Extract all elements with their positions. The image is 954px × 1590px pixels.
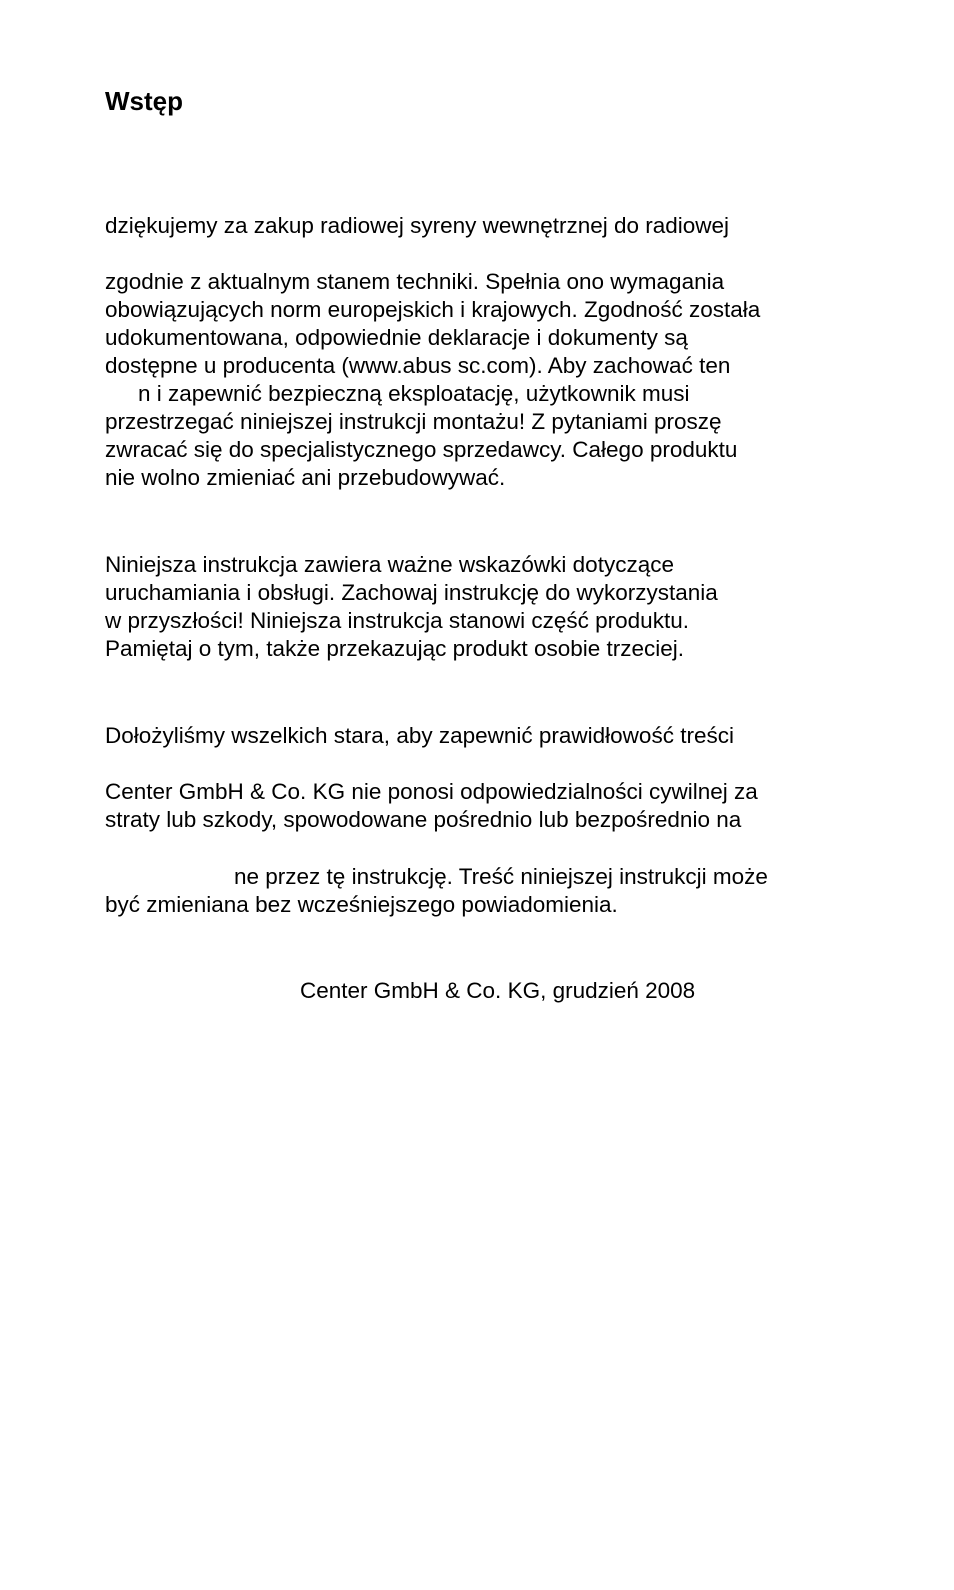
paragraph-line: dziękujemy za zakup radiowej syreny wewnętrznej do radiowej <box>105 213 730 238</box>
paragraph-line: dostępne u producenta (www.abus sc.com). Aby zachować ten <box>105 353 731 378</box>
paragraph-line: ne przez tę instrukcję. Treść niniejszej instrukcji może <box>234 864 768 889</box>
paragraph-line: nie wolno zmieniać ani przebudowywać. <box>105 465 506 490</box>
paragraph-line: obowiązujących norm europejskich i krajowych. Zgodność została <box>105 297 761 322</box>
signature-line: Center GmbH & Co. KG, grudzień 2008 <box>300 978 696 1003</box>
paragraph-line: Niniejsza instrukcja zawiera ważne wskazówki dotyczące <box>105 552 674 577</box>
paragraph-line: Center GmbH & Co. KG nie ponosi odpowiedzialności cywilnej za <box>105 779 758 804</box>
paragraph-line: uruchamiania i obsługi. Zachowaj instrukcję do wykorzystania <box>105 580 718 605</box>
paragraph-line: Pamiętaj o tym, także przekazując produkt osobie trzeciej. <box>105 636 685 661</box>
paragraph-line: być zmieniana bez wcześniejszego powiadomienia. <box>105 892 618 917</box>
paragraph-line: zgodnie z aktualnym stanem techniki. Spełnia ono wymagania <box>105 269 725 294</box>
paragraph-line: straty lub szkody, spowodowane pośrednio lub bezpośrednio na <box>105 807 742 832</box>
page-title: Wstęp <box>105 86 183 116</box>
paragraph-line: w przyszłości! Niniejsza instrukcja stanowi część produktu. <box>105 608 689 633</box>
paragraph-line: n i zapewnić bezpieczną eksploatację, użytkownik musi <box>138 381 690 406</box>
paragraph-line: przestrzegać niniejszej instrukcji montażu! Z pytaniami proszę <box>105 409 722 434</box>
paragraph-line: udokumentowana, odpowiednie deklaracje i dokumenty są <box>105 325 688 350</box>
paragraph-line: Dołożyliśmy wszelkich stara, aby zapewnić prawidłowość treści <box>105 723 734 748</box>
paragraph-line: zwracać się do specjalistycznego sprzedawcy. Całego produktu <box>105 437 738 462</box>
